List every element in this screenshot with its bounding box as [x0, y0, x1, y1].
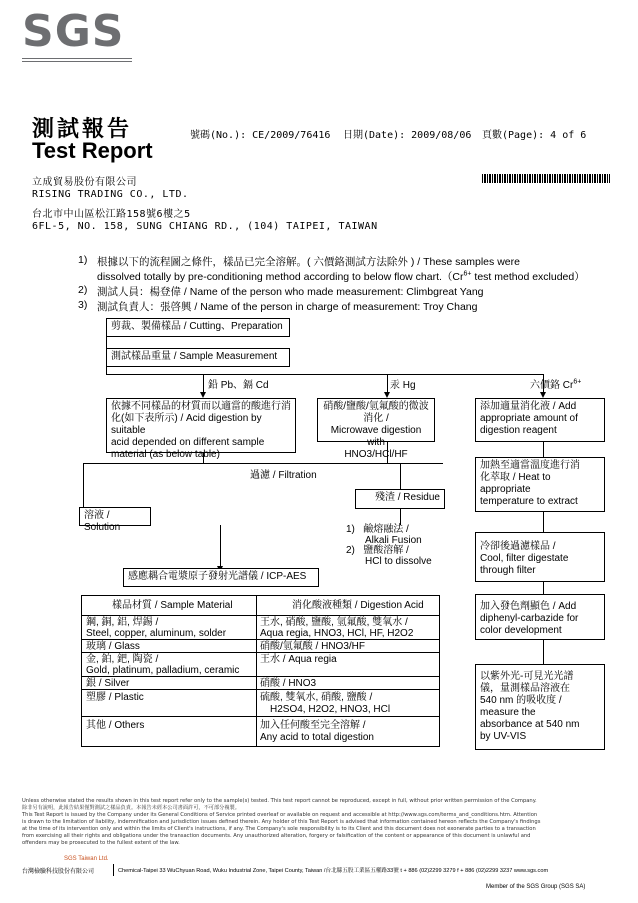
- table-cell: 其他 / Others: [86, 720, 145, 731]
- box-add-reagent: 添加適量消化液 / Add appropriate amount of digestion reagent: [475, 398, 605, 442]
- table-cell: 硫酸, 雙氧水, 硝酸, 鹽酸 /: [260, 692, 373, 703]
- box-color-development: 加入發色劑顯色 / Add diphenyl-carbazide for color development: [475, 594, 605, 640]
- table-cell: 加入任何酸至完全溶解 /: [260, 720, 366, 731]
- connector: [203, 374, 204, 394]
- connector: [220, 525, 221, 568]
- connector: [400, 463, 401, 489]
- item-1-number: 1): [78, 254, 88, 266]
- box-measurement: 測試樣品重量 / Sample Measurement: [106, 348, 290, 367]
- connector: [83, 463, 84, 507]
- table-cell: 金, 鉑, 鈀, 陶瓷 /: [86, 654, 159, 665]
- item-1-line-b: dissolved totally by pre-conditioning method according to below flow $chart.(Cr^{6+}$ test method excluded）: [97, 270, 585, 283]
- company-name-zh: 台灣檢驗科技股份有限公司: [22, 869, 95, 875]
- table-cell: 硝酸 / HNO3: [260, 678, 317, 689]
- logo-rule: [22, 58, 132, 59]
- table-cell: H2SO4, H2O2, HNO3, HCl: [270, 704, 391, 715]
- table-divider: [256, 596, 257, 746]
- box-uv-vis: 以紫外光-可見光光譜 儀，量測樣品溶液在 540 nm 的吸收度 / measure the absorbance at 540 nm by UV-VIS: [475, 664, 605, 750]
- connector: [400, 509, 401, 525]
- item-2: 測試人員：楊登偉 / Name of the person who made measurement: Climbgreat Yang: [97, 286, 484, 298]
- connector: [387, 374, 388, 394]
- table-cell: 玻璃 / Glass: [86, 641, 140, 652]
- footer-disclaimer: Unless otherwise stated the results shown in this test report refer only to the sample(s) tested. This test report cannot be reproduced, except in full, without prior written permission of the Company. 除非另有說明，此報告結果僅對測試之樣品負責。本報告未經本公司書面許可，不可部分複製。 This Test Report is issued by the Company under its General Conditions of Service printed overleaf or available on request and accessible at http://www.sgs.com/terms_and_conditions.htm. Attention is drawn to the limitation of liability, indemnification and jurisdiction issues defined therein. Any holder of this Test Report is advised that information contained hereon reflects the Company's findings at the time of its intervention only and within the limits of Client's instructions, if any. The Company's sole responsibility is to its Client and this document does not exonerate parties to a transaction from exercising all their rights and obligations under the transaction documents. Any unauthorized alteration, forgery or falsification of the content or appearance of this document is unlawful and offenders may be prosecuted to the fullest extent of the law.: [22, 798, 541, 846]
- label-pb-cd: 鉛 Pb、鎘 Cd: [208, 380, 269, 391]
- connector: [543, 512, 544, 532]
- connector: [543, 442, 544, 457]
- connector: [106, 374, 544, 375]
- table-rule: [82, 615, 439, 616]
- member-of-sgs-group: Member of the SGS Group (SGS SA): [486, 884, 586, 890]
- page-number: 頁數(Page): 4 of 6: [482, 130, 587, 141]
- connector: [106, 366, 107, 374]
- footer-divider: [113, 864, 114, 876]
- box-acid-digestion: 依據不同樣品的材質而以適當的酸進行消 化(如下表所示) / Acid digestion by suitable acid depended on different sample material (as below table): [106, 398, 296, 453]
- item-1-line-a: 根據以下的流程圖之條件，樣品已完全溶解。( 六價鉻測試方法除外 ) / These samples were: [97, 256, 520, 268]
- client-name-en: RISING TRADING CO., LTD.: [32, 189, 189, 200]
- table-header-material: 樣品材質 / Sample Material: [112, 600, 233, 611]
- barcode: [482, 174, 610, 183]
- report-date: 日期(Date): 2009/08/06: [343, 130, 472, 141]
- client-name-zh: 立成貿易股份有限公司: [32, 177, 137, 188]
- box-microwave: 硝酸/鹽酸/氫氟酸的微波消化 / Microwave digestion with HNO3/HCl/HF: [317, 398, 435, 442]
- report-number: 號碼(No.): CE/2009/76416: [190, 130, 331, 141]
- table-cell: Any acid to total digestion: [260, 732, 374, 743]
- label-cr6: 六價鉻 $Cr^{6+}$: [530, 378, 582, 391]
- connector: [543, 640, 544, 664]
- table-rule: [82, 716, 439, 717]
- table-cell: 硝酸/氫氟酸 / HNO3/HF: [260, 641, 366, 652]
- table-cell: 王水 / Aqua regia: [260, 654, 337, 665]
- client-address-en: 6FL-5, NO. 158, SUNG CHIANG RD., (104) TAIPEI, TAIWAN: [32, 221, 378, 232]
- table-cell: 銀 / Silver: [86, 678, 130, 689]
- sgs-logo: SGS: [22, 6, 125, 57]
- connector: [543, 582, 544, 594]
- box-cutting: 剪裁、製備樣品 / Cutting、Preparation: [106, 318, 290, 337]
- table-cell: 鋼, 銅, 鋁, 焊錫 /: [86, 617, 159, 628]
- label-hg: 汞 Hg: [390, 380, 416, 391]
- box-solution: 溶液 / Solution: [79, 507, 151, 526]
- table-cell: 塑膠 / Plastic: [86, 692, 144, 703]
- title-english: Test Report: [32, 138, 153, 163]
- box-cool-filter: 冷卻後過濾樣品 / Cool, filter digestate through filter: [475, 532, 605, 582]
- item-3: 測試負責人：張啓興 / Name of the person in charge of measurement: Troy Chang: [97, 301, 478, 313]
- table-cell: 王水, 硝酸, 鹽酸, 氫氟酸, 雙氧水 /: [260, 617, 408, 628]
- label-filtration: 過濾 / Filtration: [248, 466, 319, 481]
- client-address-zh: 台北市中山區松江路158號6樓之5: [32, 209, 191, 220]
- fusion-steps: 1) 鹼熔融法 / Alkali Fusion 2) 鹽酸溶解 / HCl to dissolve: [346, 524, 432, 567]
- item-2-number: 2): [78, 284, 88, 296]
- connector: [83, 463, 443, 464]
- logo-rule-2: [22, 61, 132, 62]
- table-cell: Gold, platinum, palladium, ceramic: [86, 665, 240, 676]
- box-icp-aes: 感應耦合電漿原子發射光譜儀 / ICP-AES: [123, 568, 319, 587]
- table-header-digestion: 消化酸液種類 / Digestion Acid: [292, 600, 424, 611]
- item-3-number: 3): [78, 299, 88, 311]
- box-heat: 加熱至適當溫度進行消 化萃取 / Heat to appropriate temperature to extract: [475, 457, 605, 512]
- company-address: Chemical-Taipei 33 WuChyuan Road, Wuku Industrial Zone, Taipei County, Taiwan /台北縣五股工業區五權路33號 t + 886 (02)2299 3279 f + 886 (02)2299 3237 www.sgs.com: [118, 868, 549, 874]
- title-chinese: 測試報告: [32, 116, 133, 142]
- digestion-table: [81, 595, 440, 747]
- box-residue: 殘渣 / Residue: [355, 489, 445, 509]
- table-cell: Aqua regia, HNO3, HCl, HF, H2O2: [260, 628, 414, 639]
- table-cell: Steel, copper, aluminum, solder: [86, 628, 227, 639]
- company-name-en: SGS Taiwan Ltd.: [64, 856, 109, 862]
